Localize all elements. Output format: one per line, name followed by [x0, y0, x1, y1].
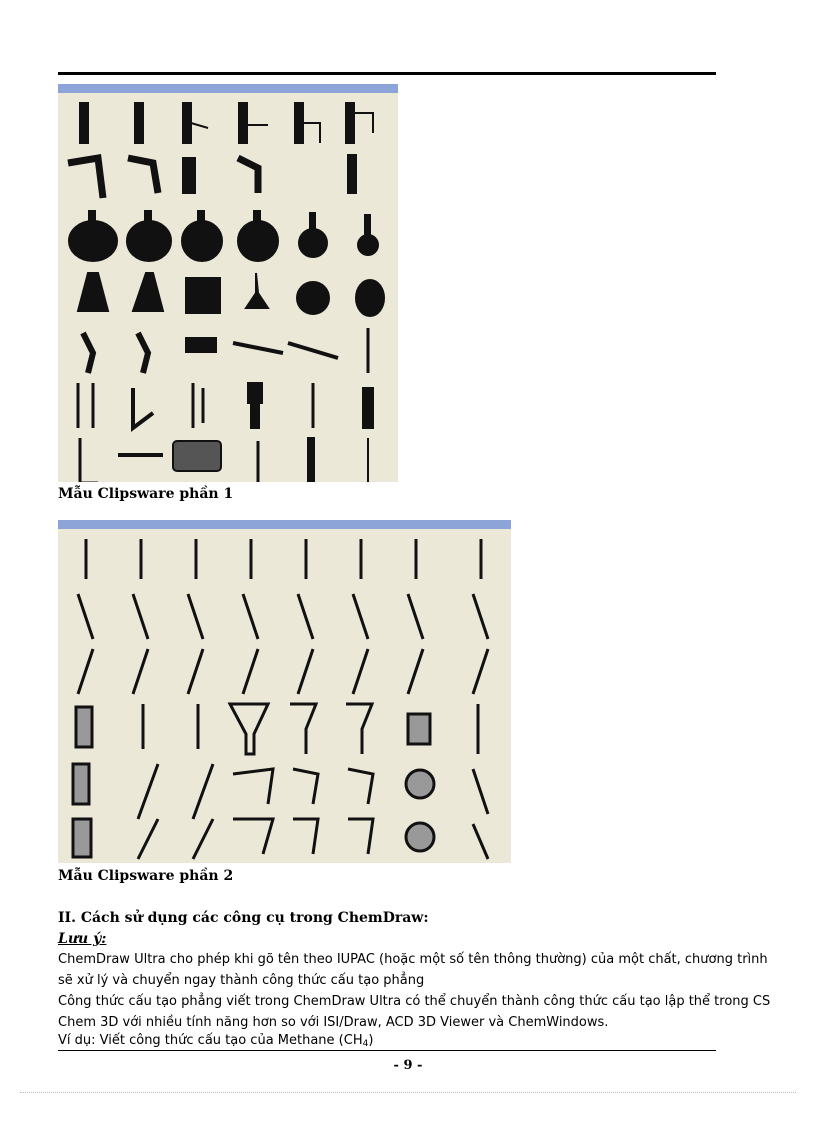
round-flask-icons — [69, 211, 378, 261]
example-line — [58, 1033, 373, 1049]
page-bottom-border — [20, 1092, 796, 1093]
bent-adapter-icons — [68, 155, 356, 198]
paragraph-1: ChemDraw Ultra cho phép khi gõ tên theo IUPAC (hoặc một số tên thông thường) của một chất, chương trình sẽ xử lý và chuyển ngay thành công thức cấu tạo phẳng — [58, 952, 768, 988]
condenser-stand-icons — [78, 383, 373, 428]
example-underline — [58, 1050, 716, 1051]
top-rule — [58, 72, 716, 75]
section-heading: II. Cách sử dụng các công cụ trong ChemDraw: — [58, 910, 429, 926]
glassware-clipart-1 — [58, 93, 398, 482]
lab-stand-hotplate-icons — [80, 438, 368, 482]
example-prefix: Ví dụ: Viết công thức cấu tạo của Methane (CH — [58, 1033, 363, 1048]
clipart-title-bar — [58, 84, 398, 93]
clipart-title-bar — [58, 520, 511, 529]
glassware-clipart-2 — [58, 529, 511, 863]
separatory-funnel-icons — [83, 328, 368, 373]
vertical-condenser-icons — [86, 539, 481, 579]
clipsware-sample-image-2 — [58, 520, 511, 863]
page-number: - 9 - — [393, 1058, 423, 1073]
paragraph-2: Công thức cấu tạo phẳng viết trong ChemDraw Ultra có thể chuyển thành công thức cấu tạo lập thể trong CS Chem 3D với nhiều tính năng hơn so với ISI/Draw, ACD 3D Viewer và ChemWindows. — [58, 994, 771, 1030]
clipsware-caption-1: Mẫu Clipsware phần 1 — [58, 486, 234, 502]
tilted-condenser-icons — [78, 594, 488, 694]
funnel-stopper-icons — [76, 704, 478, 754]
tilted-funnel-icons — [73, 764, 488, 859]
erlenmeyer-beaker-icons — [78, 273, 384, 316]
example-suffix: ) — [368, 1033, 374, 1048]
clipsware-caption-2: Mẫu Clipsware phần 2 — [58, 868, 234, 884]
adapter-row-icons — [80, 103, 373, 143]
example-subscript: 4 — [362, 1039, 369, 1049]
note-label: Lưu ý: — [58, 931, 107, 947]
clipsware-sample-image-1 — [58, 84, 398, 482]
